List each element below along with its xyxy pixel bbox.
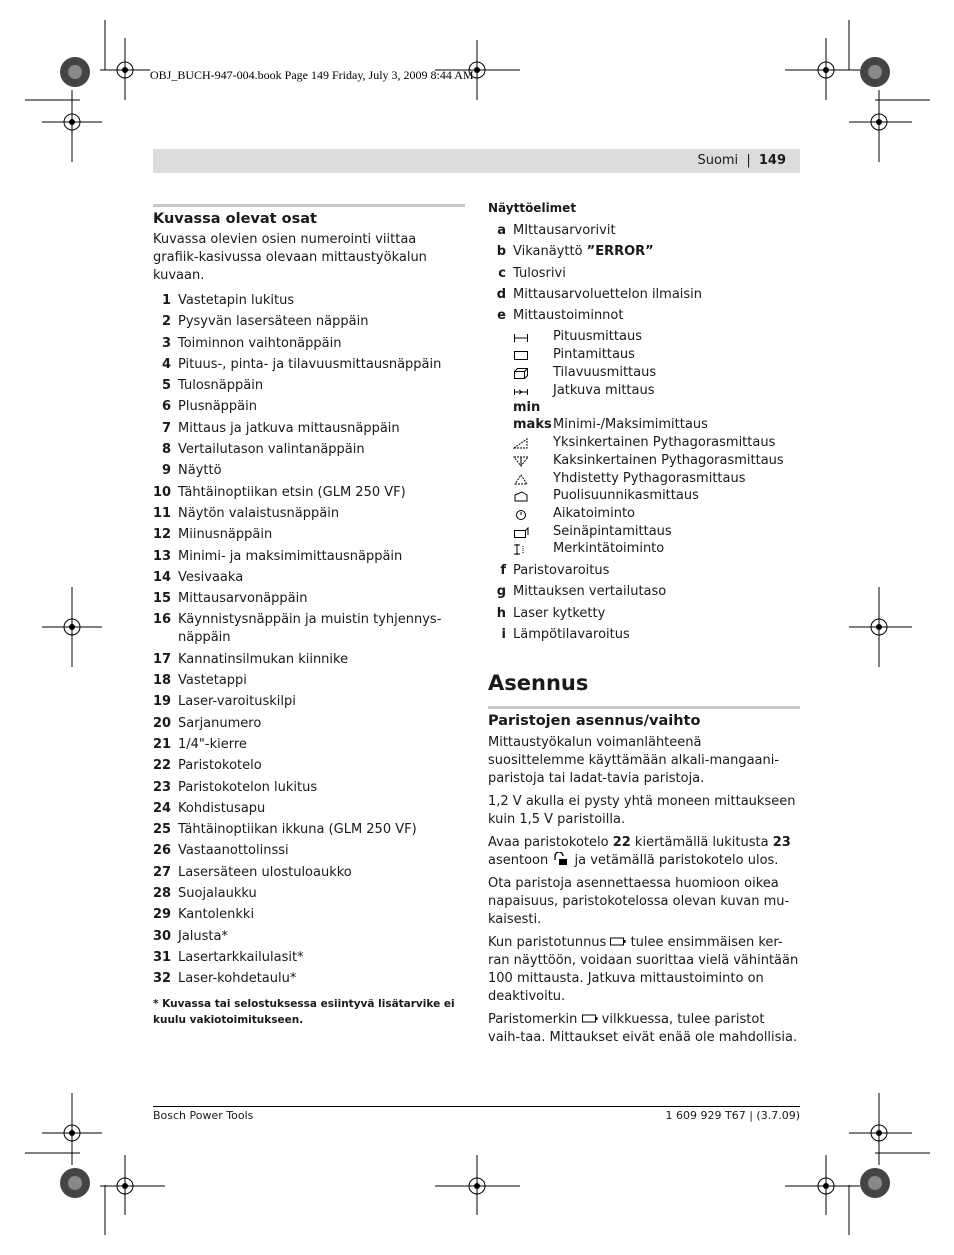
list-item: 22 Paristokotelo <box>153 758 262 774</box>
list-item: 30 Jalusta* <box>153 928 228 944</box>
function-item: Pituusmittaus <box>513 328 800 346</box>
footer-rule <box>153 1106 800 1107</box>
paragraph-1: Mittaustyökalun voimanlähteenä suosittelemme käyttämään alkali-mangaani-paristoja tai ladat-tavia paristoja. <box>488 734 780 786</box>
page-header <box>153 149 800 173</box>
function-item: Pintamittaus <box>513 346 800 364</box>
subsection-rule <box>488 706 800 709</box>
unlock-icon <box>552 853 570 868</box>
list-item: 28 Suojalaukku <box>153 886 257 902</box>
list-item: 21 1/4"-kierre <box>153 736 247 752</box>
function-item: Yksinkertainen Pythagorasmittaus <box>513 434 800 452</box>
function-item: Jatkuva mittaus <box>513 382 800 400</box>
display-item: d Mittausarvoluettelon ilmaisin <box>496 286 703 302</box>
function-list-2 <box>513 434 800 558</box>
list-item: 17 Kannatinsilmukan kiinnike <box>153 651 349 667</box>
trapezoid-measurement-icon <box>513 490 529 501</box>
list-item: 1 Vastetapin lukitus <box>161 293 295 308</box>
max-label: maks <box>513 417 552 433</box>
page-number: 149 <box>758 153 786 168</box>
list-item: 4 Pituus-, pinta- ja tilavuusmittausnäppäin <box>161 356 442 372</box>
display-items-2 <box>488 562 800 644</box>
display-item: c Tulosrivi <box>498 265 566 281</box>
function-item: Puolisuunnikasmittaus <box>513 487 800 505</box>
list-item: 7 Mittaus ja jatkuva mittausnäppäin <box>161 420 400 436</box>
print-info: OBJ_BUCH-947-004.book Page 149 Friday, July 3, 2009 8:44 AM <box>150 68 474 82</box>
display-item: f Paristovaroitus <box>500 563 610 579</box>
list-item: 16 Käynnistysnäppäin ja muistin tyhjennys-näppäin <box>153 612 442 646</box>
right-column <box>488 199 800 1047</box>
function-item: Aikatoiminto <box>513 505 800 523</box>
main-heading: Asennus <box>488 670 589 695</box>
list-item: 23 Paristokotelon lukitus <box>153 779 318 795</box>
left-column <box>153 204 465 1028</box>
list-item: 24 Kohdistusapu <box>153 800 266 816</box>
list-item: 3 Toiminnon vaihtonäppäin <box>161 335 342 351</box>
list-item: 11 Näytön valaistusnäppäin <box>153 505 340 521</box>
timer-icon <box>513 508 529 519</box>
display-item: h Laser kytketty <box>496 605 606 621</box>
list-item: 13 Minimi- ja maksimimittausnäppäin <box>153 548 403 564</box>
paragraph-2: 1,2 V akulla ei pysty yhtä moneen mittaukseen kuin 1,5 V paristoilla. <box>488 793 796 827</box>
header-separator: | <box>746 153 751 168</box>
list-item: 2 Pysyvän lasersäteen näppäin <box>161 314 369 330</box>
battery-icon <box>610 935 626 950</box>
display-item: i Lämpötilavaroitus <box>501 626 630 642</box>
list-item: 29 Kantolenkki <box>153 907 255 923</box>
parts-list <box>153 292 465 988</box>
function-item: Kaksinkertainen Pythagorasmittaus <box>513 452 800 470</box>
function-item: Seinäpintamittaus <box>513 523 800 541</box>
stake-out-icon <box>513 543 529 554</box>
minmax-text: Minimi-/Maksimimittaus <box>553 417 708 433</box>
list-item: 6 Plusnäppäin <box>161 399 257 415</box>
display-item: a MIttausarvorivit <box>497 223 616 238</box>
volume-measurement-icon <box>513 367 529 378</box>
list-item: 10 Tähtäinoptiikan etsin (GLM 250 VF) <box>153 484 406 500</box>
paragraph-3: Avaa paristokotelo 22 kiertämällä lukitusta 23 asentoon ja vetämällä paristokotelo ulos. <box>488 834 791 868</box>
function-item: Tilavuusmittaus <box>513 364 800 382</box>
min-label: min <box>513 400 541 416</box>
list-item: 20 Sarjanumero <box>153 715 262 731</box>
continuous-measurement-icon <box>513 385 529 396</box>
list-item: 15 Mittausarvonäppäin <box>153 591 308 607</box>
combined-pythagoras-icon <box>513 473 529 484</box>
function-item: Yhdistetty Pythagorasmittaus <box>513 470 800 488</box>
display-items <box>488 222 800 325</box>
footnote: * Kuvassa tai selostuksessa esiintyvä lisätarvike ei kuulu vakiotoimitukseen. <box>153 998 455 1027</box>
list-item: 31 Lasertarkkailulasit* <box>153 949 304 965</box>
battery-icon <box>582 1012 598 1027</box>
function-item: Merkintätoiminto <box>513 540 800 558</box>
paragraph-4: Ota paristoja asennettaessa huomioon oikea napaisuus, paristokotelossa olevan kuvan mu-kaisesti. <box>488 875 790 927</box>
list-item: 25 Tähtäinoptiikan ikkuna (GLM 250 VF) <box>153 822 417 838</box>
area-measurement-icon <box>513 349 529 360</box>
display-item: g Mittauksen vertailutaso <box>496 584 667 600</box>
subsection-title: Paristojen asennus/vaihto <box>488 712 701 729</box>
list-item: 9 Näyttö <box>161 463 222 479</box>
paragraph-6: Paristomerkin vilkkuessa, tulee paristot vaih-taa. Mittaukset eivät enää ole mahdollisia. <box>488 1011 798 1045</box>
list-item: 19 Laser-varoituskilpi <box>153 694 296 710</box>
header-language: Suomi <box>697 153 739 168</box>
minmax-block <box>513 399 800 434</box>
section-rule <box>153 204 465 207</box>
display-item: e Mittaustoiminnot <box>497 308 624 324</box>
section-title: Kuvassa olevat osat <box>153 211 317 227</box>
intro-text: Kuvassa olevien osien numerointi viittaa grafiik-kasivussa olevaan mittaustyökalun kuvaan. <box>153 232 427 283</box>
wall-area-icon <box>513 526 529 537</box>
list-item: 26 Vastaanottolinssi <box>153 843 289 859</box>
function-list <box>513 328 800 399</box>
list-item: 32 Laser-kohdetaulu* <box>153 971 297 987</box>
list-item: 27 Lasersäteen ulostuloaukko <box>153 864 352 880</box>
list-item: 14 Vesivaaka <box>153 569 244 585</box>
footer-docnum: 1 609 929 T67 | (3.7.09) <box>665 1109 800 1122</box>
paragraph-5: Kun paristotunnus tulee ensimmäisen ker-ran näyttöön, voidaan suorittaa vielä vähintään 100 mittausta. Jatkuva mittaustoiminto on deaktivoitu. <box>488 934 799 1004</box>
list-item: 18 Vastetappi <box>153 673 247 689</box>
display-item: b Vikanäyttö ”ERROR” <box>496 244 654 260</box>
footer-brand: Bosch Power Tools <box>153 1109 254 1122</box>
single-pythagoras-icon <box>513 437 529 448</box>
list-item: 8 Vertailutason valintanäppäin <box>161 442 365 458</box>
double-pythagoras-icon <box>513 455 529 466</box>
display-title: Näyttöelimet <box>488 201 577 215</box>
length-measurement-icon <box>513 331 529 342</box>
list-item: 12 Miinusnäppäin <box>153 527 273 543</box>
list-item: 5 Tulosnäppäin <box>161 378 264 394</box>
